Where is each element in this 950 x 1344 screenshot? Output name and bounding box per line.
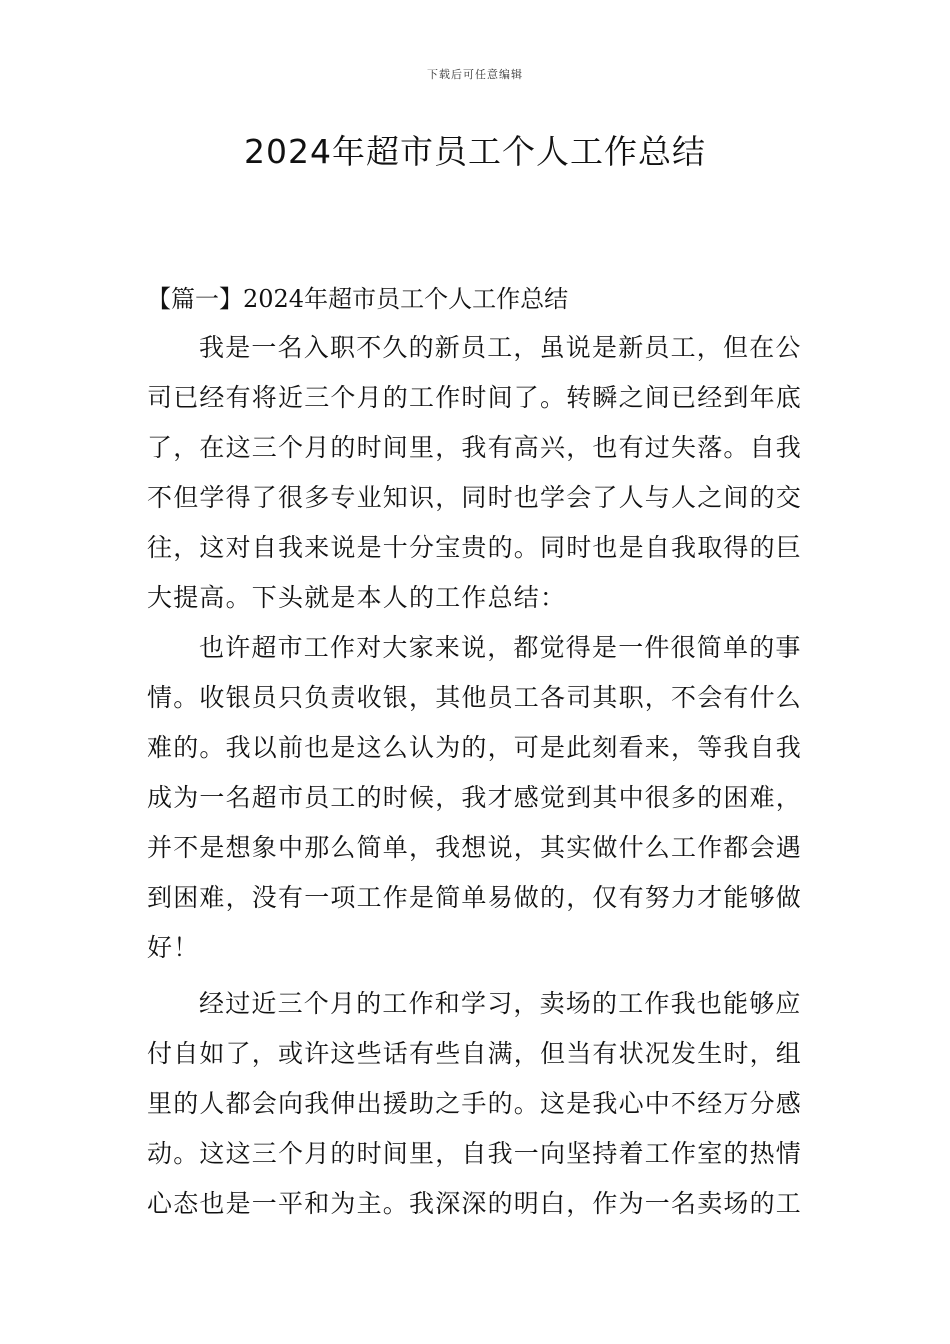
paragraph-line: 不但学得了很多专业知识，同时也学会了人与人之间的交 xyxy=(147,483,803,512)
paragraph-line: 了，在这三个月的时间里，我有高兴，也有过失落。自我 xyxy=(147,433,803,462)
paragraph-line: 成为一名超市员工的时候，我才感觉到其中很多的困难， xyxy=(147,783,803,812)
paragraph-line: 情。收银员只负责收银，其他员工各司其职，不会有什么 xyxy=(147,683,803,712)
paragraph-line: 也许超市工作对大家来说，都觉得是一件很简单的事 xyxy=(199,633,802,662)
paragraph-line: 里的人都会向我伸出援助之手的。这是我心中不经万分感 xyxy=(147,1089,803,1118)
paragraph-2 xyxy=(147,623,807,973)
section-heading: 【篇一】2024年超市员工个人工作总结 xyxy=(147,285,569,313)
paragraph-line: 我是一名入职不久的新员工，虽说是新员工，但在公 xyxy=(199,333,802,362)
paragraph-line: 司已经有将近三个月的工作时间了。转瞬之间已经到年底 xyxy=(147,383,803,412)
document-title: 2024年超市员工个人工作总结 xyxy=(244,132,706,171)
paragraph-line: 到困难，没有一项工作是简单易做的，仅有努力才能够做 xyxy=(147,883,803,912)
paragraph-line: 大提高。下头就是本人的工作总结： xyxy=(147,583,567,612)
paragraph-line: 动。这这三个月的时间里，自我一向坚持着工作室的热情 xyxy=(147,1139,803,1168)
paragraph-line: 经过近三个月的工作和学习，卖场的工作我也能够应 xyxy=(199,989,802,1018)
paragraph-line: 好！ xyxy=(147,933,200,962)
paragraph-3 xyxy=(147,979,807,1229)
document-body xyxy=(147,281,807,1229)
paragraph-1 xyxy=(147,323,807,623)
paragraph-line: 付自如了，或许这些话有些自满，但当有状况发生时，组 xyxy=(147,1039,803,1068)
paragraph-line: 心态也是一平和为主。我深深的明白，作为一名卖场的工 xyxy=(147,1189,803,1218)
paragraph-line: 并不是想象中那么简单，我想说，其实做什么工作都会遇 xyxy=(147,833,803,862)
header-note: 下载后可任意编辑 xyxy=(427,68,523,81)
paragraph-line: 难的。我以前也是这么认为的，可是此刻看来，等我自我 xyxy=(147,733,803,762)
paragraph-line: 往，这对自我来说是十分宝贵的。同时也是自我取得的巨 xyxy=(147,533,803,562)
